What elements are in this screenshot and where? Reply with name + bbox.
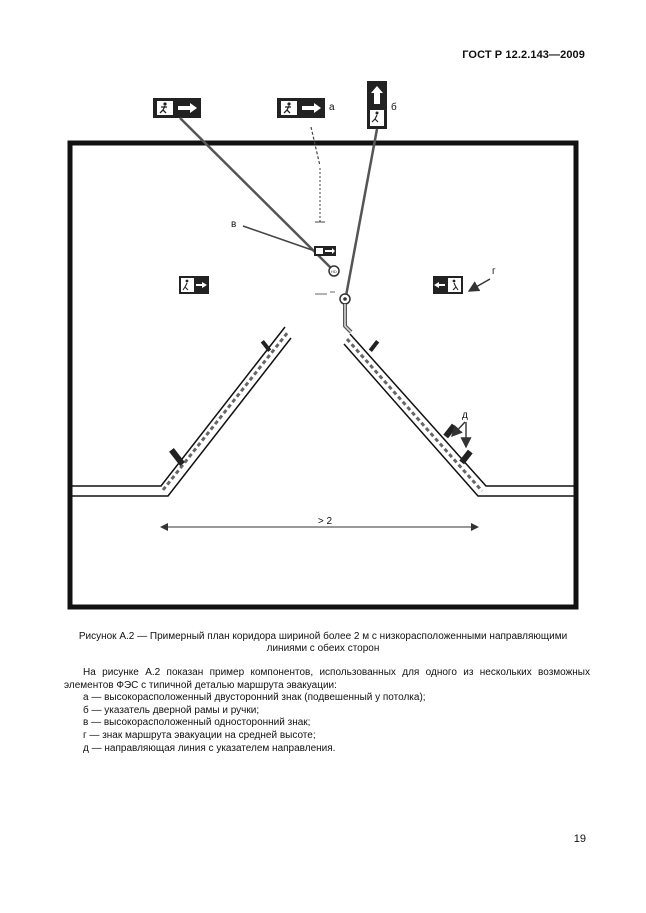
label-a: а: [329, 102, 335, 113]
dimension-label: > 2: [317, 516, 333, 527]
list-item: д — направляющая линия с указателем направления.: [83, 742, 336, 754]
list-item: а — высокорасположенный двусторонний знак (подвешенный у потолка);: [83, 692, 426, 704]
exit-sign-vertical-top: [367, 81, 387, 129]
figure-description: [64, 667, 590, 755]
figure-caption: [64, 631, 582, 655]
list-item: б — указатель дверной рамы и ручки;: [83, 704, 260, 716]
label-b: б: [391, 102, 397, 113]
label-v: в: [231, 219, 237, 230]
exit-sign-center-top: [277, 98, 325, 118]
description-intro: На рисунке А.2 показан пример компонентов, использованных для одного из нескольких возможных элементов ФЭС с типичной деталью маршрута эвакуации:: [64, 667, 590, 691]
exit-sign-mid-left: [179, 276, 209, 294]
list-item: г — знак маршрута эвакуации на средней высоте;: [83, 729, 316, 741]
guide-line-right: [344, 334, 574, 496]
caption-line-2: линиями с обеих сторон: [266, 643, 380, 654]
caption-line-1: Рисунок А.2 — Примерный план коридора шириной более 2 м с низкорасположенными направляющими: [78, 631, 568, 642]
exit-sign-mid-right: [433, 276, 463, 294]
exit-sign-left-top: [153, 98, 201, 118]
width-dimension: [161, 516, 478, 527]
label-g: г: [492, 266, 496, 277]
corridor-frame: [70, 143, 576, 607]
page-number: 19: [573, 833, 586, 845]
svg-text:HD: HD: [331, 269, 337, 274]
label-d: д: [462, 410, 468, 421]
guide-line-left: [72, 327, 291, 496]
standard-header: ГОСТ Р 12.2.143—2009: [462, 49, 585, 61]
list-item: в — высокорасположенный односторонний знак;: [83, 717, 311, 729]
exit-sign-small-v: [314, 246, 336, 256]
leader-line-right: [346, 129, 377, 296]
